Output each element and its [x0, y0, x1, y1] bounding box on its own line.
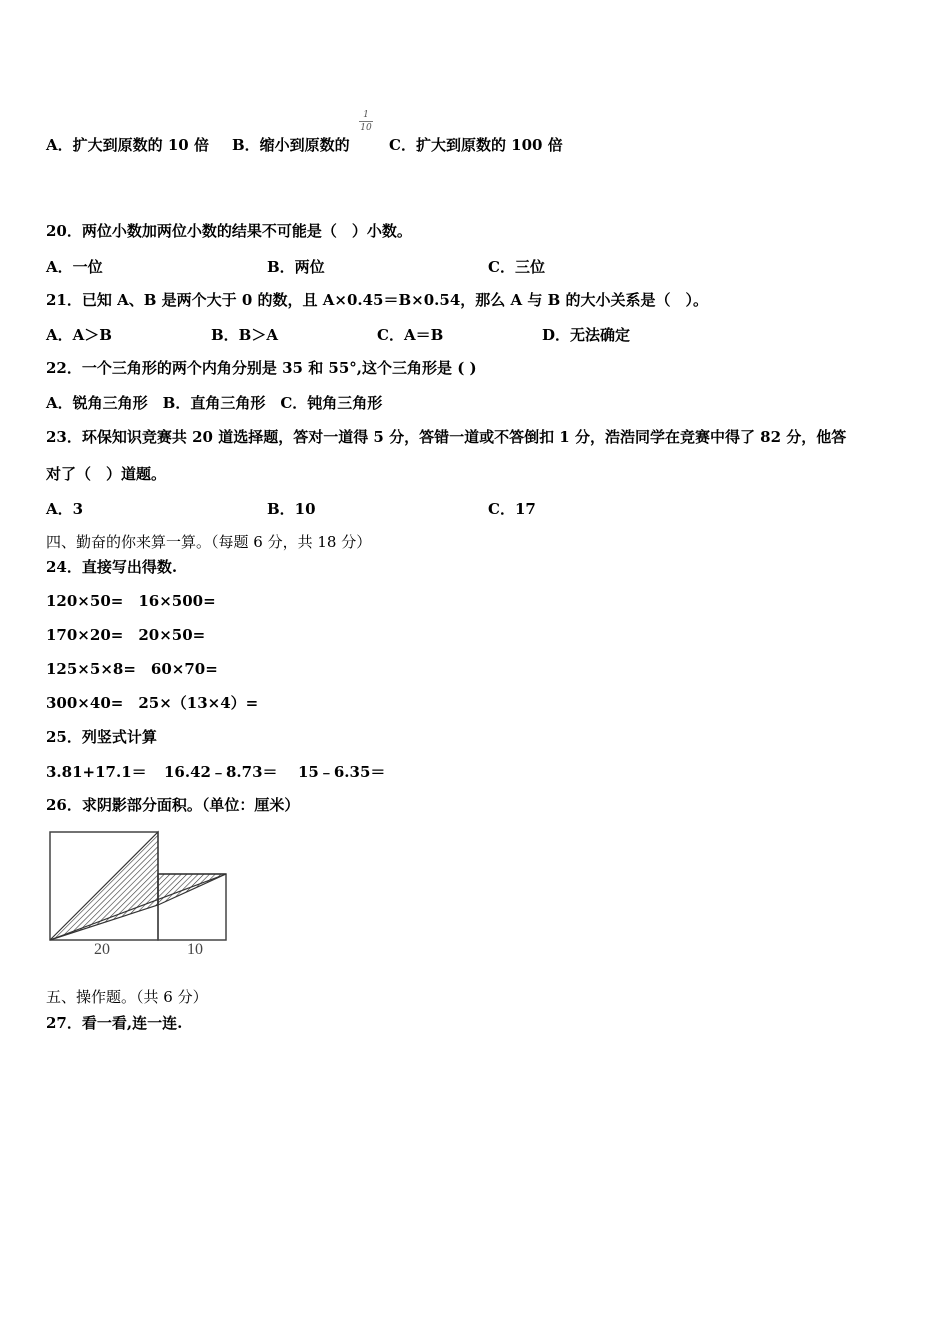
q23-option-a: A．3 — [46, 500, 84, 518]
q25-item-1: 3.81+17.1＝ — [46, 763, 147, 781]
q21-option-b: B．B＞A — [211, 326, 278, 344]
q23-stem-line2: 对了（ ）道题。 — [46, 465, 167, 483]
q23-stem-line1: 23．环保知识竞赛共 20 道选择题，答对一道得 5 分，答错一道或不答倒扣 1 分，浩浩同学在竞赛中得了 82 分，他答 — [46, 428, 847, 446]
q24-row-2: 170×20= 20×50= — [46, 626, 206, 644]
fraction-bar — [359, 121, 373, 122]
fraction-denominator: 10 — [360, 123, 372, 133]
label-20: 20 — [94, 941, 110, 958]
q20-option-a: A．一位 — [46, 258, 103, 276]
q19-fraction — [359, 110, 373, 133]
q25-stem: 25．列竖式计算 — [46, 728, 157, 746]
q20-option-c: C．三位 — [488, 258, 545, 276]
q19-option-b: B．缩小到原数的 — [232, 136, 350, 154]
q26-stem: 26．求阴影部分面积。（单位：厘米） — [46, 796, 300, 814]
section4-title: 四、勤奋的你来算一算。（每题 6 分，共 18 分） — [46, 533, 372, 551]
q21-stem: 21．已知 A、B 是两个大于 0 的数，且 A×0.45＝B×0.54，那么 A 与 B 的大小关系是（ ）。 — [46, 291, 708, 309]
q22-stem: 22．一个三角形的两个内角分别是 35 和 55°,这个三角形是 ( ) — [46, 359, 477, 377]
shaded-area-diagram — [46, 828, 236, 968]
q25-item-3: 15﹣6.35＝ — [298, 763, 386, 781]
label-10: 10 — [187, 941, 203, 958]
q24-row-1: 120×50= 16×500= — [46, 592, 216, 610]
q21-option-c: C．A＝B — [377, 326, 444, 344]
q21-option-a: A．A＞B — [46, 326, 112, 344]
q20-option-b: B．两位 — [267, 258, 325, 276]
q25-item-2: 16.42﹣8.73＝ — [164, 763, 278, 781]
q21-option-d: D．无法确定 — [542, 326, 631, 344]
q27-stem: 27．看一看,连一连. — [46, 1014, 183, 1032]
q19-option-a: A．扩大到原数的 10 倍 — [46, 136, 209, 154]
fraction-numerator: 1 — [363, 110, 369, 120]
q20-stem: 20．两位小数加两位小数的结果不可能是（ ）小数。 — [46, 222, 412, 240]
shaded-triangle-right — [158, 874, 226, 905]
q22-options: A．锐角三角形 B．直角三角形 C．钝角三角形 — [46, 394, 383, 412]
section5-title: 五、操作题。（共 6 分） — [46, 988, 208, 1006]
q24-row-3: 125×5×8= 60×70= — [46, 660, 218, 678]
q24-stem: 24．直接写出得数. — [46, 558, 178, 576]
q24-row-4: 300×40= 25×（13×4）= — [46, 694, 259, 712]
shaded-triangle-left — [50, 832, 158, 940]
shaded-area-figure — [46, 828, 236, 972]
q19-option-c: C．扩大到原数的 100 倍 — [389, 136, 563, 154]
q23-option-b: B．10 — [267, 500, 316, 518]
q23-option-c: C．17 — [488, 500, 536, 518]
